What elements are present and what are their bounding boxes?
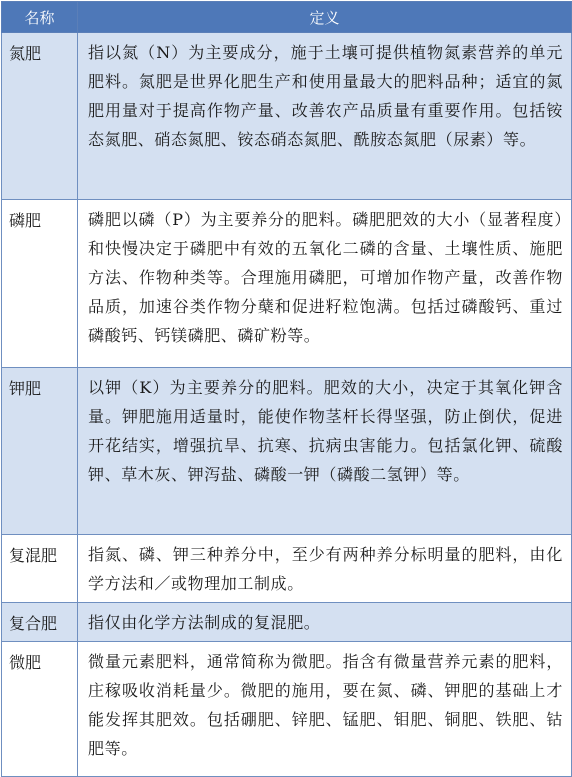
fertilizer-definition-table — [1, 1, 572, 777]
table-row-compound-mixed — [2, 535, 572, 603]
header-row — [2, 2, 572, 33]
row-name: 复合肥 — [2, 603, 78, 642]
row-name: 微肥 — [2, 642, 78, 777]
row-definition: 以钾（K）为主要养分的肥料。肥效的大小，决定于其氧化钾含量。钾肥施用适量时，能使作物茎杆长得坚强，防止倒伏，促进开花结实，增强抗旱、抗寒、抗病虫害能力。包括氯化钾、硫酸钾、草木灰、钾泻盐、磷酸一钾（磷酸二氢钾）等。 — [78, 368, 572, 535]
table-row-nitrogen — [2, 33, 572, 200]
row-name: 钾肥 — [2, 368, 78, 535]
row-definition: 指以氮（N）为主要成分，施于土壤可提供植物氮素营养的单元肥料。氮肥是世界化肥生产和使用量最大的肥料品种；适宜的氮肥用量对于提高作物产量、改善农产品质量有重要作用。包括铵态氮肥、硝态氮肥、铵态硝态氮肥、酰胺态氮肥（尿素）等。 — [78, 33, 572, 200]
table-row-micronutrient — [2, 642, 572, 777]
row-definition: 指氮、磷、钾三种养分中，至少有两种养分标明量的肥料，由化学方法和／或物理加工制成。 — [78, 535, 572, 603]
row-name: 氮肥 — [2, 33, 78, 200]
header-definition: 定义 — [78, 2, 572, 33]
table-row-potash — [2, 368, 572, 535]
row-definition: 微量元素肥料，通常简称为微肥。指含有微量营养元素的肥料，庄稼吸收消耗量少。微肥的施用，要在氮、磷、钾肥的基础上才能发挥其肥效。包括硼肥、锌肥、锰肥、钼肥、铜肥、铁肥、钴肥等。 — [78, 642, 572, 777]
row-definition: 指仅由化学方法制成的复混肥。 — [78, 603, 572, 642]
row-name: 磷肥 — [2, 200, 78, 368]
row-name: 复混肥 — [2, 535, 78, 603]
header-name: 名称 — [2, 2, 78, 33]
table-row-phosphate — [2, 200, 572, 368]
row-definition: 磷肥以磷（P）为主要养分的肥料。磷肥肥效的大小（显著程度）和快慢决定于磷肥中有效的五氧化二磷的含量、土壤性质、施肥方法、作物种类等。合理施用磷肥，可增加作物产量，改善作物品质，加速谷类作物分蘖和促进籽粒饱满。包括过磷酸钙、重过磷酸钙、钙镁磷肥、磷矿粉等。 — [78, 200, 572, 368]
table-row-compound — [2, 603, 572, 642]
